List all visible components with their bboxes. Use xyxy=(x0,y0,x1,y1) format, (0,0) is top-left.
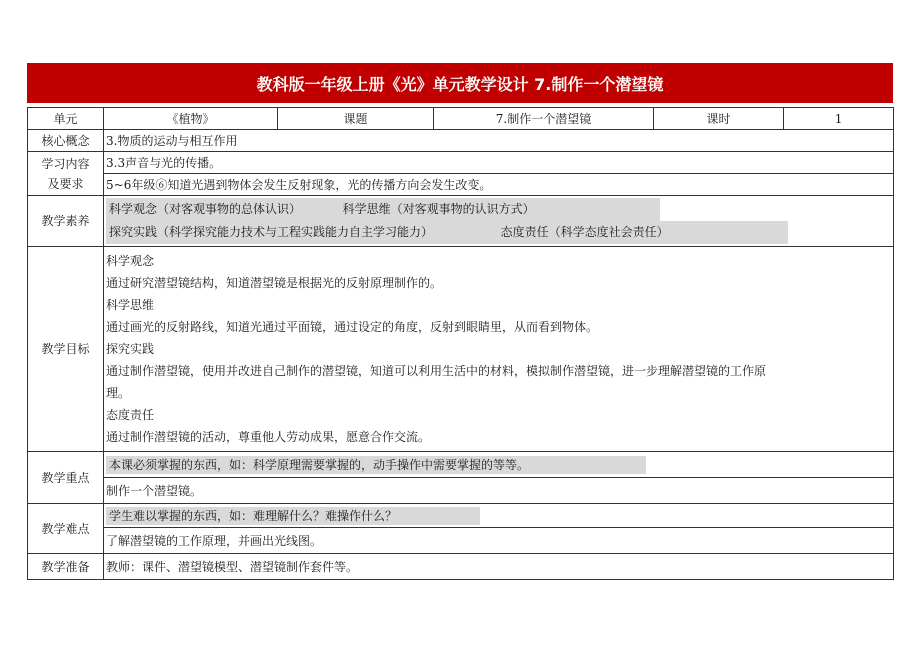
key-points-row-2 xyxy=(28,478,894,504)
literacy-line1 xyxy=(106,198,660,221)
goals-label: 教学目标 xyxy=(28,247,104,452)
core-concept-row xyxy=(28,130,894,152)
difficulties-row-2 xyxy=(28,528,894,554)
goals-text-practice-2: 理。 xyxy=(106,386,131,400)
key-points-hint: 本课必须掌握的东西，如：科学原理需要掌握的，动手操作中需要掌握的等等。 xyxy=(106,456,646,474)
key-points-label: 教学重点 xyxy=(28,452,104,504)
goals-text-attitude: 通过制作潜望镜的活动，尊重他人劳动成果，愿意合作交流。 xyxy=(106,430,431,444)
goals-heading-concept: 科学观念 xyxy=(106,254,155,268)
core-concept-label: 核心概念 xyxy=(28,130,104,152)
difficulties-value: 了解潜望镜的工作原理，并画出光线图。 xyxy=(104,528,894,554)
learning-label-line1: 学习内容 xyxy=(41,156,90,171)
lesson-value: 7.制作一个潜望镜 xyxy=(434,108,654,130)
literacy-line2 xyxy=(106,221,788,244)
preparation-row xyxy=(28,554,894,580)
unit-value: 《植物》 xyxy=(104,108,278,130)
learning-line2: 5~6年级⑥知道光遇到物体会发生反射现象，光的传播方向会发生改变。 xyxy=(104,174,894,196)
literacy-item-1: 科学观念（对客观事物的总体认识） xyxy=(109,202,302,216)
key-points-hint-cell xyxy=(104,452,894,478)
goals-heading-practice: 探究实践 xyxy=(106,342,155,356)
difficulties-label: 教学难点 xyxy=(28,504,104,554)
literacy-item-4: 态度责任（科学态度社会责任） xyxy=(500,225,669,239)
learning-row-2 xyxy=(28,174,894,196)
difficulties-row-1 xyxy=(28,504,894,528)
preparation-label: 教学准备 xyxy=(28,554,104,580)
goals-text-concept: 通过研究潜望镜结构，知道潜望镜是根据光的反射原理制作的。 xyxy=(106,276,443,290)
goals-row xyxy=(28,247,894,452)
period-value: 1 xyxy=(784,108,894,130)
key-points-value: 制作一个潜望镜。 xyxy=(104,478,894,504)
learning-row-1 xyxy=(28,152,894,174)
literacy-item-3: 探究实践（科学探究能力技术与工程实践能力自主学习能力） xyxy=(109,225,434,239)
unit-label: 单元 xyxy=(28,108,104,130)
header-row xyxy=(28,108,894,130)
literacy-label: 教学素养 xyxy=(28,196,104,247)
literacy-content xyxy=(104,196,894,247)
goals-content xyxy=(104,247,894,452)
learning-line1: 3.3声音与光的传播。 xyxy=(104,152,894,174)
lesson-plan-table xyxy=(27,107,894,580)
goals-text-thinking: 通过画光的反射路线，知道光通过平面镜，通过设定的角度，反射到眼睛里，从而看到物体。 xyxy=(106,320,599,334)
learning-label xyxy=(28,152,104,196)
core-concept-value: 3.物质的运动与相互作用 xyxy=(104,130,894,152)
period-label: 课时 xyxy=(654,108,784,130)
literacy-row xyxy=(28,196,894,247)
preparation-value: 教师：课件、潜望镜模型、潜望镜制作套件等。 xyxy=(104,554,894,580)
document-title-banner xyxy=(27,63,893,103)
goals-heading-thinking: 科学思维 xyxy=(106,298,155,312)
goals-text-practice-1: 通过制作潜望镜，使用并改进自己制作的潜望镜，知道可以利用生活中的材料，模拟制作潜望镜，进一步理解潜望镜的工作原 xyxy=(106,364,767,378)
document-title: 教科版一年级上册《光》单元教学设计 7.制作一个潜望镜 xyxy=(256,74,664,94)
literacy-item-2: 科学思维（对客观事物的认识方式） xyxy=(342,202,535,216)
difficulties-hint-cell xyxy=(104,504,894,528)
difficulties-hint: 学生难以掌握的东西，如：难理解什么？难操作什么？ xyxy=(106,507,480,525)
goals-heading-attitude: 态度责任 xyxy=(106,408,155,422)
key-points-row-1 xyxy=(28,452,894,478)
lesson-label: 课题 xyxy=(278,108,434,130)
learning-label-line2: 及要求 xyxy=(47,176,84,191)
